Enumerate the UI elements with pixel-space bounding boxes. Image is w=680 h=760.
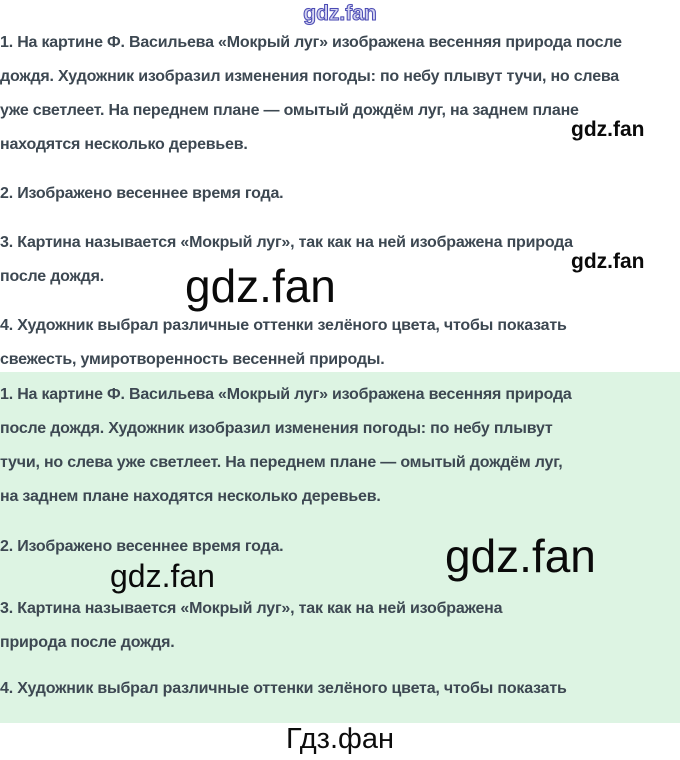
answer-line: 3. Картина называется «Мокрый луг», так как на ней изображена: [0, 600, 503, 617]
answer-line: на заднем плане находятся несколько деревьев.: [0, 488, 381, 505]
answer-line: 1. На картине Ф. Васильева «Мокрый луг» изображена весенняя природа: [0, 386, 572, 403]
answer-line: дождя. Художник изобразил изменения погоды: по небу плывут тучи, но слева: [0, 68, 620, 85]
answer-line: после дождя. Художник изобразил изменения погоды: по небу плывут: [0, 420, 553, 437]
answer-paragraph-4: [0, 672, 680, 706]
answer-line: 2. Изображено весеннее время года.: [0, 185, 284, 202]
answer-line: 4. Художник выбрал различные оттенки зелёного цвета, чтобы показать: [0, 680, 567, 697]
answers-plain-section: [0, 26, 680, 392]
gdz-fan-watermark-top: gdz.fan: [303, 2, 377, 25]
answer-paragraph-2: [0, 177, 680, 211]
gdz-fan-watermark-right-1: gdz.fan: [571, 118, 645, 141]
gdz-fan-watermark-large: gdz.fan: [185, 260, 336, 312]
answer-paragraph-4: [0, 309, 680, 377]
gdz-fan-watermark-green-large: gdz.fan: [445, 530, 596, 582]
gdz-fan-watermark-right-2: gdz.fan: [571, 250, 645, 273]
answer-paragraph-1: [0, 26, 680, 162]
answer-paragraph-2: [0, 530, 680, 564]
answer-line: 3. Картина называется «Мокрый луг», так как на ней изображена природа: [0, 234, 573, 251]
answer-line: после дождя.: [0, 268, 105, 285]
answer-line: 1. На картине Ф. Васильева «Мокрый луг» изображена весенняя природа после: [0, 34, 622, 51]
answer-line: тучи, но слева уже светлеет. На переднем плане — омытый дождём луг,: [0, 454, 563, 471]
answer-line: свежесть, умиротворенность весенней природы.: [0, 351, 385, 368]
answer-line: природа после дождя.: [0, 634, 175, 651]
answer-paragraph-1: [0, 378, 680, 514]
answer-paragraph-3: [0, 226, 680, 294]
answers-highlighted-section: [0, 372, 680, 723]
answer-line: 2. Изображено весеннее время года.: [0, 538, 284, 555]
answer-line: находятся несколько деревьев.: [0, 136, 248, 153]
site-brand-bottom: Гдз.фан: [285, 723, 395, 755]
answer-paragraph-3: [0, 592, 680, 660]
answer-line: 4. Художник выбрал различные оттенки зелёного цвета, чтобы показать: [0, 317, 567, 334]
answer-line: уже светлеет. На переднем плане — омытый дождём луг, на заднем плане: [0, 102, 579, 119]
gdz-fan-watermark-green-medium: gdz.fan: [110, 558, 215, 594]
